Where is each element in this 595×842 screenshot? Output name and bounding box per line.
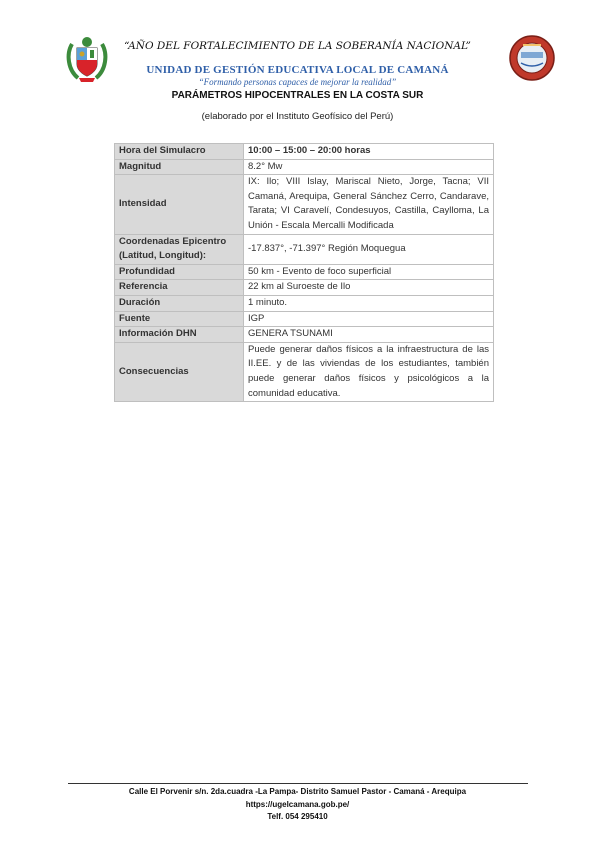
parameter-label: Duración xyxy=(115,295,244,311)
parameter-value: Puede generar daños físicos a la infraestructura de las II.EE. y de las viviendas de los estudiantes, también puede generar daños físicos y psicológicos a la comunidad educativa. xyxy=(244,342,494,401)
parameter-label: Fuente xyxy=(115,311,244,327)
parameter-label: Información DHN xyxy=(115,327,244,343)
footer-divider xyxy=(68,783,528,784)
peru-coat-of-arms-icon xyxy=(64,34,110,84)
table-row xyxy=(115,295,494,311)
parameter-label: Consecuencias xyxy=(115,342,244,401)
table-row xyxy=(115,311,494,327)
institution-slogan: “Formando personas capaces de mejorar la realidad” xyxy=(198,77,397,87)
parameter-value: 10:00 – 15:00 – 20:00 horas xyxy=(244,144,494,160)
parameter-label: Intensidad xyxy=(115,175,244,234)
parameter-label: Magnitud xyxy=(115,159,244,175)
parameter-label: Profundidad xyxy=(115,264,244,280)
parameter-value: IGP xyxy=(244,311,494,327)
footer-phone: Telf. 054 295410 xyxy=(267,812,328,822)
table-row xyxy=(115,342,494,401)
parameter-label: Coordenadas Epicentro (Latitud, Longitud): xyxy=(115,234,244,264)
institution-name: UNIDAD DE GESTIÓN EDUCATIVA LOCAL DE CAMANÁ xyxy=(146,64,449,76)
parameter-label: Referencia xyxy=(115,280,244,296)
footer-address: Calle El Porvenir s/n. 2da.cuadra -La Pampa- Distrito Samuel Pastor - Camaná - Arequipa xyxy=(128,787,467,796)
table-row xyxy=(115,327,494,343)
table-row xyxy=(115,234,494,264)
document-subtitle: (elaborado por el Instituto Geofísico del Perú) xyxy=(201,111,394,122)
document-title: PARÁMETROS HIPOCENTRALES EN LA COSTA SUR xyxy=(171,90,424,101)
ugel-camana-logo-icon xyxy=(509,33,555,83)
footer-website[interactable]: https://ugelcamana.gob.pe/ xyxy=(245,799,350,809)
table-row xyxy=(115,159,494,175)
parameter-value: 22 km al Suroeste de Ilo xyxy=(244,280,494,296)
parameter-value: IX: Ilo; VIII Islay, Mariscal Nieto, Jorge, Tacna; VII Camaná, Arequipa, General Sánchez Cerro, Candarave, Tarata; VI Caravelí, Condesuyos, Castilla, Caylloma, La Unión - Escala Mercalli Modificada xyxy=(244,175,494,234)
parameter-value: 8.2° Mw xyxy=(244,159,494,175)
parameter-value: 50 km - Evento de foco superficial xyxy=(244,264,494,280)
table-row xyxy=(115,264,494,280)
table-row xyxy=(115,175,494,234)
hypocentral-parameters-table xyxy=(114,143,494,402)
parameter-value: -17.837°, -71.397° Región Moquegua xyxy=(244,234,494,264)
year-motto: “AÑO DEL FORTALECIMIENTO DE LA SOBERANÍA NACIONAL” xyxy=(124,40,471,52)
parameter-value: GENERA TSUNAMI xyxy=(244,327,494,343)
table-row xyxy=(115,280,494,296)
parameter-label: Hora del Simulacro xyxy=(115,144,244,160)
parameter-value: 1 minuto. xyxy=(244,295,494,311)
footer xyxy=(60,786,535,824)
table-row xyxy=(115,144,494,160)
